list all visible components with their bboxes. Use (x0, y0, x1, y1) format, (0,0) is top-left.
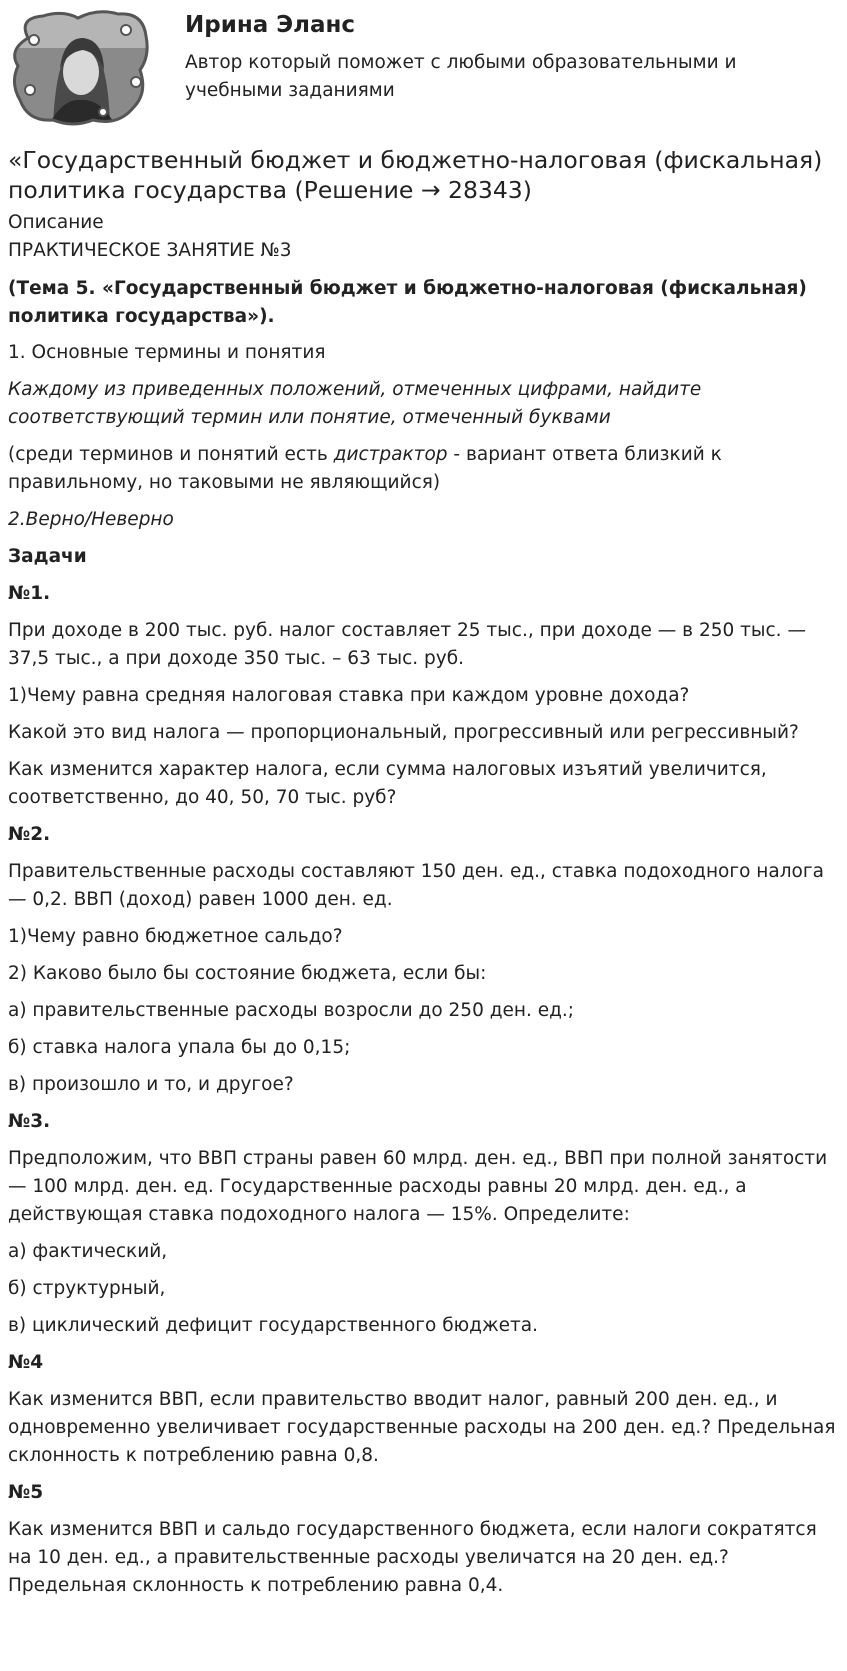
distractor-term: дистрактор (333, 444, 448, 465)
task-5-text: Как изменится ВВП и сальдо государственного бюджета, если налоги сократятся на 10 ден. ед., а правительственные расходы увеличатся на 20 ден. ед.? Предельная склонность к потреблению равна 0,4. (8, 1519, 817, 1596)
author-description: Автор который поможет с любыми образовательными и учебными заданиями (185, 52, 737, 101)
author-header (0, 0, 847, 128)
task-4-heading: №4 (8, 1352, 44, 1373)
task-2-option-b: б) ставка налога упала бы до 0,15; (8, 1037, 351, 1058)
section-terms-heading: 1. Основные термины и понятия (8, 342, 326, 363)
task-1-text: При доходе в 200 тыс. руб. налог составляет 25 тыс., при доходе — в 250 тыс. — 37,5 тыс., а при доходе 350 тыс. – 63 тыс. руб. (8, 620, 806, 669)
distractor-note (8, 441, 838, 497)
lesson-title: ПРАКТИЧЕСКОЕ ЗАНЯТИЕ №3 (8, 240, 292, 261)
task-2-question-1: 1)Чему равно бюджетное сальдо? (8, 926, 343, 947)
task-2-option-c: в) произошло и то, и другое? (8, 1074, 294, 1095)
task-3-text: Предположим, что ВВП страны равен 60 млрд. ден. ед., ВВП при полной занятости — 100 млрд. ден. ед. Государственные расходы равны 20 млрд. ден. ед., а действующая ставка подоходного налога — 15%. Определите: (8, 1148, 828, 1225)
task-3-heading: №3. (8, 1111, 51, 1132)
task-2-question-2: 2) Каково было бы состояние бюджета, если бы: (8, 963, 487, 984)
task-1-question-2: Какой это вид налога — пропорциональный, прогрессивный или регрессивный? (8, 722, 799, 743)
task-1-question-3: Как изменится характер налога, если сумма налоговых изъятий увеличится, соответственно, до 40, 50, 70 тыс. руб? (8, 759, 767, 808)
tasks-heading: Задачи (8, 546, 87, 567)
task-1-heading: №1. (8, 583, 51, 604)
instruction-text: Каждому из приведенных положений, отмеченных цифрами, найдите соответствующий термин или понятие, отмеченный буквами (8, 379, 702, 428)
author-avatar[interactable] (8, 8, 150, 126)
task-2-heading: №2. (8, 824, 51, 845)
task-5-heading: №5 (8, 1482, 44, 1503)
task-4-text: Как изменится ВВП, если правительство вводит налог, равный 200 ден. ед., и одновременно увеличивает государственные расходы на 200 ден. ед.? Предельная склонность к потреблению равна 0,8. (8, 1389, 836, 1466)
description-label: Описание (8, 212, 104, 233)
task-2-option-a: а) правительственные расходы возросли до 250 ден. ед.; (8, 1000, 575, 1021)
task-3-option-a: а) фактический, (8, 1241, 168, 1262)
document-title: «Государственный бюджет и бюджетно-налоговая (фискальная) политика государства (Решение → 28343) (8, 146, 823, 204)
distractor-note-end: - вариант ответа близкий к правильному, но таковыми не являющийся) (8, 444, 722, 493)
task-3-option-b: б) структурный, (8, 1278, 166, 1299)
topic-heading: (Тема 5. «Государственный бюджет и бюджетно-налоговая (фискальная) политика государства»). (8, 278, 807, 327)
task-2-text: Правительственные расходы составляют 150 ден. ед., ставка подоходного налога — 0,2. ВВП (доход) равен 1000 ден. ед. (8, 861, 824, 910)
author-name[interactable]: Ирина Эланс (185, 12, 356, 38)
task-1-question-1: 1)Чему равна средняя налоговая ставка при каждом уровне дохода? (8, 685, 690, 706)
section-true-false: 2.Верно/Неверно (8, 509, 174, 530)
distractor-note-start: (среди терминов и понятий есть (8, 444, 334, 465)
task-3-option-c: в) циклический дефицит государственного бюджета. (8, 1315, 539, 1336)
document-content (8, 145, 838, 1609)
